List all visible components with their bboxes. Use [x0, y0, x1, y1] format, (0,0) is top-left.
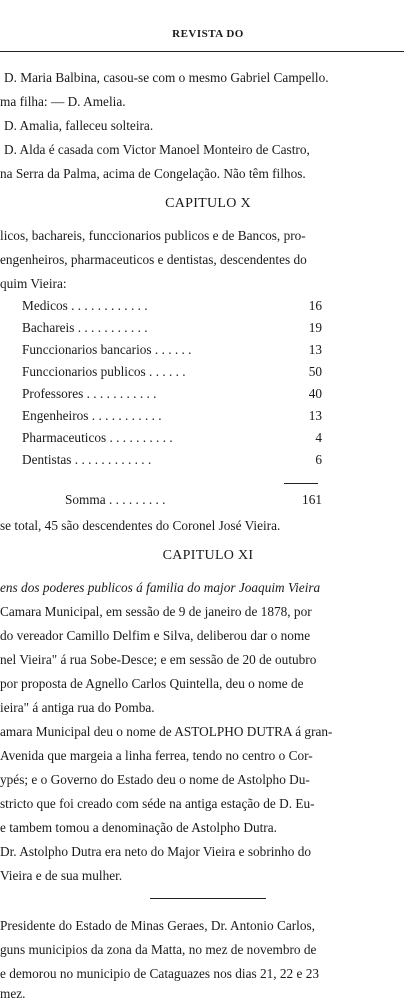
- header-rule: [0, 51, 404, 52]
- row-value: 6: [315, 452, 322, 467]
- text-line: Camara Municipal, em sessão de 9 de janeiro de 1878, por: [0, 604, 312, 619]
- sum-row: [65, 490, 322, 510]
- chapter-xi-heading: CAPITULO XI: [162, 548, 254, 563]
- row-value: 40: [308, 386, 322, 401]
- text-line: e tambem tomou a denominação de Astolpho Dutra.: [0, 820, 277, 835]
- row-value: 16: [308, 298, 322, 313]
- text-line: licos, bachareis, funccionarios publicos e de Bancos, pro-: [0, 228, 306, 243]
- text-line: ieira" á antiga rua do Pomba.: [0, 700, 155, 715]
- text-line: Vieira e de sua mulher.: [0, 868, 123, 883]
- row-label: Bachareis . . . . . . . . . . .: [22, 320, 148, 335]
- row-value: 50: [308, 364, 322, 379]
- text-line: Dr. Astolpho Dutra era neto do Major Vieira e sobrinho do: [0, 844, 312, 859]
- sum-label: Somma . . . . . . . . .: [65, 492, 166, 507]
- italic-subheading: ens dos poderes publicos á familia do major Joaquim Vieira: [0, 580, 321, 595]
- sum-rule: [284, 483, 318, 484]
- row-label: Pharmaceuticos . . . . . . . . . .: [22, 430, 173, 445]
- text-line: Presidente do Estado de Minas Geraes, Dr. Antonio Carlos,: [0, 918, 316, 933]
- text-line: e demorou no municipio de Cataguazes nos dias 21, 22 e 23: [0, 966, 320, 981]
- text-line: engenheiros, pharmaceuticos e dentistas, descendentes do: [0, 252, 307, 267]
- text-line: D. Amalia, falleceu solteira.: [4, 118, 154, 133]
- row-label: Engenheiros . . . . . . . . . . .: [22, 408, 162, 423]
- section-divider: [150, 898, 266, 899]
- text-line: D. Maria Balbina, casou-se com o mesmo Gabriel Campello.: [4, 70, 329, 85]
- chapter-x-heading: CAPITULO X: [165, 196, 251, 211]
- row-value: 13: [308, 408, 322, 423]
- text-line: ma filha: — D. Amelia.: [0, 94, 126, 109]
- row-label: Funccionarios publicos . . . . . .: [22, 364, 186, 379]
- row-label: Professores . . . . . . . . . . .: [22, 386, 157, 401]
- text-line: do vereador Camillo Delfim e Silva, deliberou dar o nome: [0, 628, 311, 643]
- row-label: Dentistas . . . . . . . . . . . .: [22, 452, 152, 467]
- sum-value: 161: [302, 492, 322, 507]
- row-value: 4: [315, 430, 322, 445]
- text-line: se total, 45 são descendentes do Coronel José Vieira.: [0, 518, 281, 533]
- text-line: D. Alda é casada com Victor Manoel Monteiro de Castro,: [4, 142, 310, 157]
- text-line: stricto que foi creado com séde na antiga estação de D. Eu-: [0, 796, 315, 811]
- row-label: Funccionarios bancarios . . . . . .: [22, 342, 192, 357]
- text-line: por proposta de Agnello Carlos Quintella, deu o nome de: [0, 676, 304, 691]
- row-label: Medicos . . . . . . . . . . . .: [22, 298, 148, 313]
- text-line: amara Municipal deu o nome de ASTOLPHO DUTRA á gran-: [0, 724, 333, 739]
- text-line: na Serra da Palma, acima de Congelação. Não têm filhos.: [0, 166, 306, 181]
- text-line: quim Vieira:: [0, 276, 67, 291]
- running-head: REVISTA DO: [172, 28, 244, 40]
- text-line: guns municipios da zona da Matta, no mez de novembro de: [0, 942, 317, 957]
- row-value: 19: [308, 320, 322, 335]
- text-line: ypés; e o Governo do Estado deu o nome de Astolpho Du-: [0, 772, 310, 787]
- text-line: Avenida que margeia a linha ferrea, tendo no centro o Cor-: [0, 748, 313, 763]
- text-line: mez.: [0, 986, 26, 1001]
- text-line: nel Vieira" á rua Sobe-Desce; e em sessão de 20 de outubro: [0, 652, 317, 667]
- row-value: 13: [308, 342, 322, 357]
